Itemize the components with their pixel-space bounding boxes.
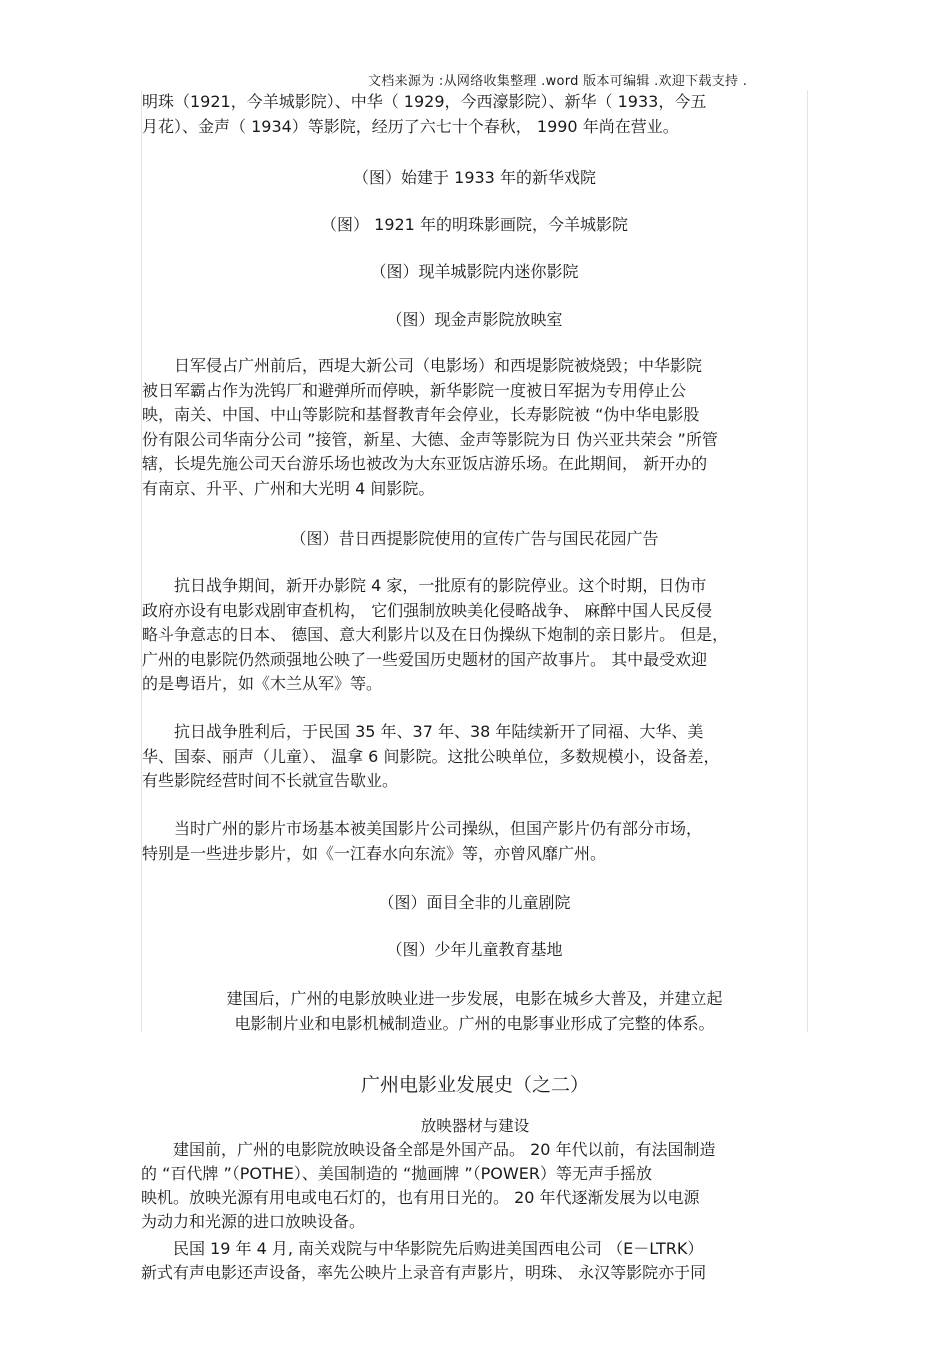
text-line: 电影制片业和电影机械制造业。广州的电影事业形成了完整的体系。 [234,1013,715,1033]
figure-caption: （图）少年儿童教育基地 [386,940,563,959]
figure-caption: （图）面目全非的儿童剧院 [378,893,571,912]
header-note: 文档来源为 :从网络收集整理 .word 版本可编辑 .欢迎下载支持 . [368,74,748,89]
paragraph-war [142,574,807,697]
paragraph-market [142,817,807,866]
section-title: 广州电影业发展史（之二） [360,1074,589,1096]
text-line: 当时广州的影片市场基本被美国影片公司操纵，但国产影片仍有部分市场， [142,819,703,838]
text-line: 有南京、升平、广州和大光明 4 间影院。 [142,478,435,498]
text-line: 的是粤语片，如《木兰从军》等。 [142,674,383,693]
figure-caption: （图）现金声影院放映室 [386,310,563,329]
text-line: 广州的电影院仍然顽强地公映了一些爱国历史题材的国产故事片。 其中最受欢迎 [142,649,708,669]
figure-caption: （图）现羊城影院内迷你影院 [370,262,579,281]
text-line: 映机。放映光源有用电或电石灯的，也有用日光的。 20 年代逐渐发展为以电源 [141,1188,700,1207]
text-line: 映，南关、中国、中山等影院和基督教青年会停业，长寿影院被 “伪中华电影股 [142,405,700,424]
text-line: 抗日战争胜利后，于民国 35 年、37 年、38 年陆续新开了同福、大华、美 [142,722,704,741]
text-line: 抗日战争期间，新开办影院 4 家，一批原有的影院停业。这个时期，日伪市 [142,576,707,595]
figure-caption: （图）昔日西提影院使用的宣传广告与国民花园广告 [290,529,659,548]
text-line: 被日军霸占作为洗钨厂和避弹所而停映，新华影院一度被日军据为专用停止公 [142,380,687,400]
text-line: 略斗争意志的日本、 德国、意大利影片以及在日伪操纵下炮制的亲日影片。 但是， [142,625,729,644]
paragraph-sound [141,1237,806,1285]
paragraph-occupation [142,354,807,501]
text-line: 特别是一些进步影片，如《一江春水向东流》等，亦曾风靡广州。 [142,843,607,863]
paragraph-intro [142,90,807,139]
figure-caption: （图）始建于 1933 年的新华戏院 [353,168,596,187]
paragraph-victory [142,720,807,794]
content-block [141,90,808,1032]
text-line: 日军侵占广州前后，西堤大新公司（电影场）和西堤影院被烧毁；中华影院 [142,356,703,375]
text-line: 明珠（1921，今羊城影院）、中华（ 1929，今西濠影院）、新华（ 1933，今五 [142,92,707,111]
paragraph-equipment [141,1138,806,1234]
text-line: 有些影院经营时间不长就宣告歇业。 [142,771,399,790]
section-subtitle: 放映器材与建设 [420,1117,530,1135]
text-line: 为动力和光源的进口放映设备。 [141,1212,366,1231]
text-line: 政府亦设有电影戏剧审查机构， 它们强制放映美化侵略战争、 麻醉中国人民反侵 [142,600,713,620]
text-line: 的 “百代牌 ”（POTHE）、美国制造的 “拋画牌 ”（POWER）等无声手摇放 [141,1164,652,1183]
text-line: 建国后，广州的电影放映业进一步发展，电影在城乡大普及，并建立起 [226,989,723,1008]
text-line: 月花）、金声（ 1934）等影院，经历了六七十个春秋， 1990 年尚在营业。 [142,116,679,136]
text-line: 新式有声电影还声设备，率先公映片上录音有声影片，明珠、 永汉等影院亦于同 [141,1263,707,1282]
text-line: 辖，长堤先施公司天台游乐场也被改为大东亚饭店游乐场。在此期间， 新开办的 [142,454,708,473]
text-line: 民国 19 年 4 月, 南关戏院与中华影院先后购进美国西电公司 （E－LTRK） [141,1239,704,1258]
text-line: 建国前，广州的电影院放映设备全部是外国产品。 20 年代以前，有法国制造 [141,1140,716,1159]
text-line: 份有限公司华南分公司 ”接管，新星、大德、金声等影院为日 伪兴亚共荣会 ”所管 [142,429,718,449]
figure-caption: （图） 1921 年的明珠影画院，今羊城影院 [321,215,628,234]
text-line: 华、国泰、丽声（儿童）、 温拿 6 间影院。这批公映单位，多数规模小，设备差， [142,746,720,766]
paragraph-founding [142,987,807,1036]
